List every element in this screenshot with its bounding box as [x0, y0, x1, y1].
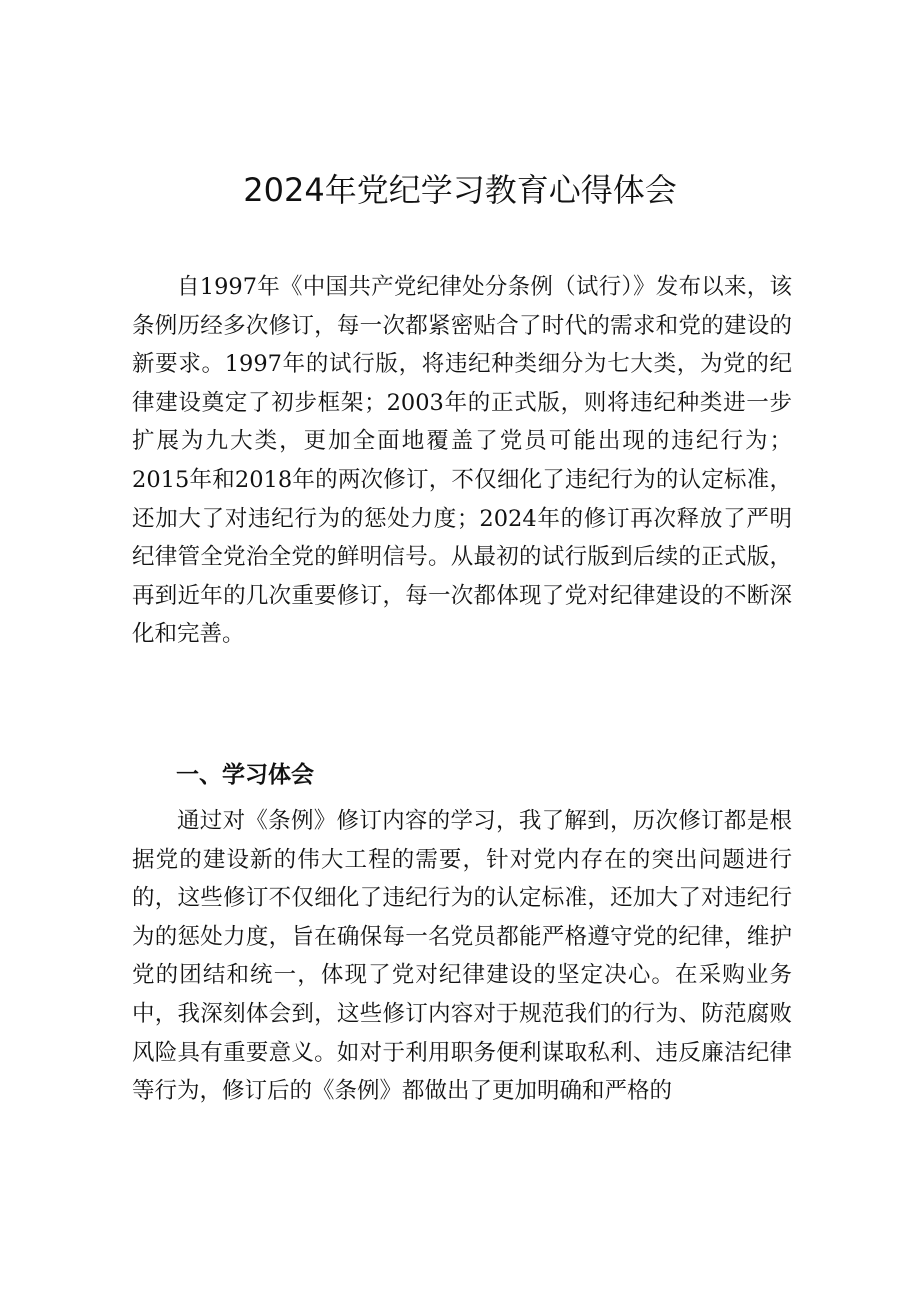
paragraph-study: 通过对《条例》修订内容的学习，我了解到，历次修订都是根据党的建设新的伟大工程的需要，针对党内存在的突出问题进行的，这些修订不仅细化了违纪行为的认定标准，还加大了对违纪行为的惩处力度，旨在确保每一名党员都能严格遵守党的纪律，维护党的团结和统一，体现了党对纪律建设的坚定决心。在采购业务中，我深刻体会到，这些修订内容对于规范我们的行为、防范腐败风险具有重要意义。如对于利用职务便利谋取私利、违反廉洁纪律等行为，修订后的《条例》都做出了更加明确和严格的 — [132, 808, 792, 1105]
study-section — [132, 802, 792, 1111]
section-heading: 一、学习体会 — [176, 762, 314, 788]
paragraph-intro: 自1997年《中国共产党纪律处分条例（试行）》发布以来，该条例历经多次修订，每一次都紧密贴合了时代的需求和党的建设的新要求。1997年的试行版，将违纪种类细分为七大类，为党的纪律建设奠定了初步框架；2003年的正式版，则将违纪种类进一步扩展为九大类，更加全面地覆盖了党员可能出现的违纪行为；2015年和2018年的两次修订，不仅细化了违纪行为的认定标准，还加大了对违纪行为的惩处力度；2024年的修订再次释放了严明纪律管全党治全党的鲜明信号。从最初的试行版到后续的正式版，再到近年的几次重要修订，每一次都体现了党对纪律建设的不断深化和完善。 — [132, 274, 792, 648]
intro-section — [132, 268, 792, 654]
document-title: 2024年党纪学习教育心得体会 — [243, 171, 677, 209]
